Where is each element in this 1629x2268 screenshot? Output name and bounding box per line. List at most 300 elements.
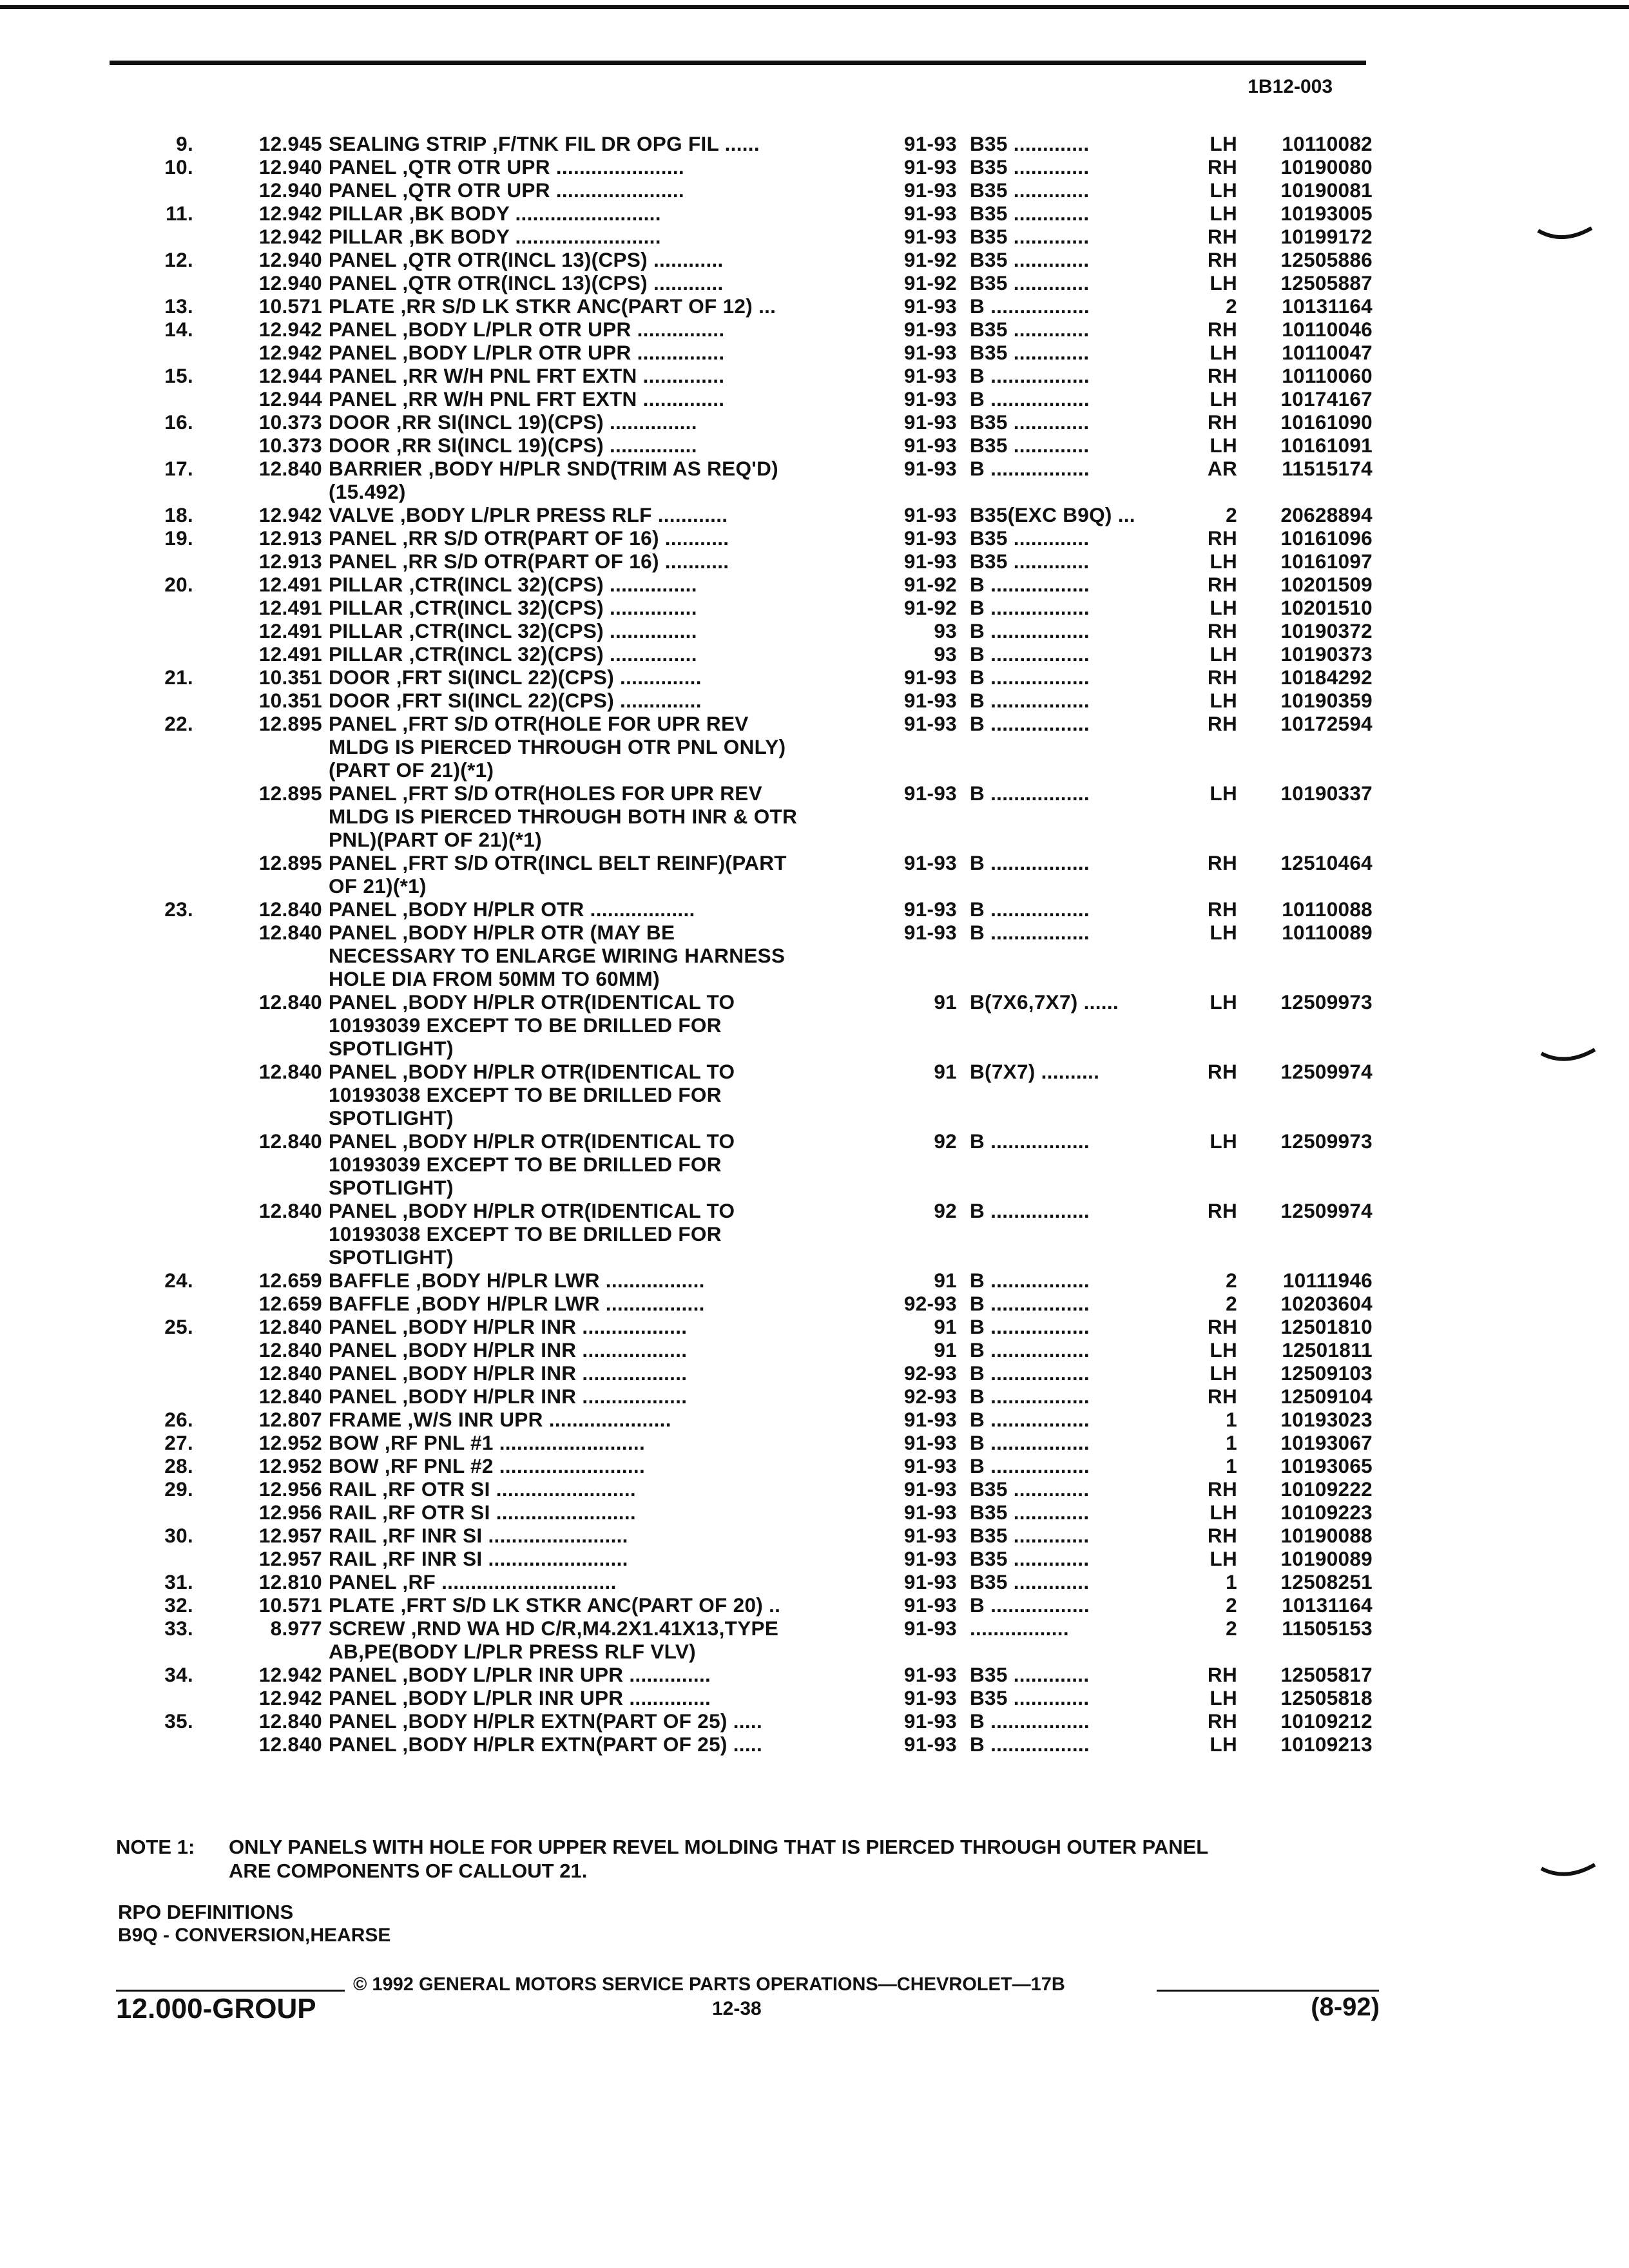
part-description: DOOR ,RR SI(INCL 19)(CPS) ...............	[329, 434, 697, 457]
quantity: LH	[1210, 387, 1237, 410]
part-description: NECESSARY TO ENLARGE WIRING HARNESS	[329, 944, 786, 967]
rpo-usage: B .................	[970, 1315, 1090, 1338]
quantity: RH	[1207, 898, 1237, 921]
note-text-line-1: ONLY PANELS WITH HOLE FOR UPPER REVEL MOLDING THAT IS PIERCED THROUGH OUTER PANEL	[229, 1836, 1209, 1858]
footer-group: 12.000-GROUP	[116, 1993, 316, 2024]
model-years: 91-93	[903, 1408, 957, 1431]
quantity: 2	[1226, 503, 1237, 526]
part-description: (PART OF 21)(*1)	[329, 758, 494, 782]
model-years: 92-93	[903, 1292, 957, 1315]
model-years: 91-93	[903, 1593, 957, 1617]
callout-number: 11.	[166, 202, 193, 225]
part-description: HOLE DIA FROM 50MM TO 60MM)	[329, 967, 660, 990]
callout-number: 33.	[164, 1617, 193, 1640]
footer-rule-right	[1157, 1990, 1379, 1992]
group-number: 12.840	[258, 898, 322, 921]
rpo-usage: B .................	[970, 1129, 1090, 1153]
table-row	[116, 1524, 1385, 1547]
part-description: RAIL ,RF INR SI ........................	[329, 1524, 628, 1547]
part-number: 20628894	[1280, 503, 1373, 526]
group-number: 12.840	[258, 990, 322, 1014]
table-row	[116, 294, 1385, 318]
callout-number: 21.	[164, 666, 193, 689]
callout-number: 14.	[164, 318, 193, 341]
model-years: 91-93	[903, 1524, 957, 1547]
part-number: 12509973	[1280, 990, 1373, 1014]
quantity: 1	[1226, 1431, 1237, 1454]
part-number: 12505817	[1280, 1663, 1373, 1686]
table-row	[116, 758, 1385, 782]
group-number: 12.957	[258, 1547, 322, 1570]
group-number: 12.840	[258, 1709, 322, 1733]
rpo-usage: B .................	[970, 666, 1090, 689]
table-row	[116, 1640, 1385, 1663]
callout-number: 19.	[164, 526, 193, 550]
part-number: 10110047	[1282, 341, 1373, 364]
quantity: LH	[1210, 1547, 1237, 1570]
model-years: 91-92	[903, 271, 957, 294]
part-description: DOOR ,FRT SI(INCL 22)(CPS) ..............	[329, 689, 702, 712]
model-years: 91-93	[903, 1733, 957, 1756]
header-rule	[110, 61, 1366, 65]
part-description: SPOTLIGHT)	[329, 1176, 454, 1199]
part-number: 10190089	[1280, 1547, 1373, 1570]
quantity: 2	[1226, 1593, 1237, 1617]
model-years: 91-93	[903, 1617, 957, 1640]
table-row	[116, 503, 1385, 526]
model-years: 91-93	[903, 550, 957, 573]
part-number: 10110060	[1282, 364, 1373, 387]
rpo-usage: B35 .............	[970, 1477, 1090, 1501]
callout-number: 25.	[164, 1315, 193, 1338]
table-row	[116, 619, 1385, 642]
group-number: 12.807	[258, 1408, 322, 1431]
callout-number: 15.	[164, 364, 193, 387]
quantity: LH	[1210, 1733, 1237, 1756]
rpo-usage: B35 .............	[970, 1501, 1090, 1524]
model-years: 91-93	[903, 318, 957, 341]
part-number: 12509974	[1280, 1199, 1373, 1222]
model-years: 91-93	[903, 503, 957, 526]
group-number: 12.895	[258, 712, 322, 735]
model-years: 91-93	[903, 155, 957, 178]
table-row	[116, 178, 1385, 202]
model-years: 91	[934, 990, 957, 1014]
quantity: RH	[1207, 1524, 1237, 1547]
part-description: PANEL ,BODY H/PLR INR ..................	[329, 1385, 688, 1408]
rpo-usage: B35 .............	[970, 1686, 1090, 1709]
rpo-usage: B .................	[970, 689, 1090, 712]
part-number: 12509973	[1280, 1129, 1373, 1153]
part-description: RAIL ,RF OTR SI ........................	[329, 1501, 636, 1524]
table-row	[116, 248, 1385, 271]
rpo-usage: B(7X7) ..........	[970, 1060, 1100, 1083]
part-number: 12508251	[1280, 1570, 1373, 1593]
table-row	[116, 805, 1385, 828]
part-description: 10193039 EXCEPT TO BE DRILLED FOR	[329, 1153, 722, 1176]
callout-number: 34.	[164, 1663, 193, 1686]
rpo-usage: B35 .............	[970, 132, 1090, 155]
part-number: 10110082	[1282, 132, 1373, 155]
group-number: 12.895	[258, 851, 322, 874]
table-row	[116, 735, 1385, 758]
model-years: 91-93	[903, 1501, 957, 1524]
quantity: 1	[1226, 1454, 1237, 1477]
rpo-usage: B35 .............	[970, 1570, 1090, 1593]
table-row	[116, 1617, 1385, 1640]
quantity: RH	[1207, 666, 1237, 689]
callout-number: 28.	[164, 1454, 193, 1477]
margin-tick-mark	[1540, 1862, 1598, 1888]
group-number: 12.840	[258, 1129, 322, 1153]
group-number: 12.913	[258, 526, 322, 550]
quantity: 2	[1226, 1617, 1237, 1640]
rpo-usage: B35 .............	[970, 1524, 1090, 1547]
part-number: 12509104	[1280, 1385, 1373, 1408]
quantity: LH	[1210, 1129, 1237, 1153]
part-description: 10193038 EXCEPT TO BE DRILLED FOR	[329, 1222, 722, 1245]
table-row	[116, 990, 1385, 1014]
callout-number: 29.	[164, 1477, 193, 1501]
part-description: PANEL ,FRT S/D OTR(INCL BELT REINF)(PART	[329, 851, 787, 874]
quantity: LH	[1210, 921, 1237, 944]
table-row	[116, 1477, 1385, 1501]
part-description: SPOTLIGHT)	[329, 1106, 454, 1129]
table-row	[116, 1709, 1385, 1733]
table-row	[116, 526, 1385, 550]
table-row	[116, 1292, 1385, 1315]
callout-number: 12.	[164, 248, 193, 271]
model-years: 92	[934, 1199, 957, 1222]
part-description: PILLAR ,CTR(INCL 32)(CPS) ...............	[329, 573, 697, 596]
part-number: 12505887	[1280, 271, 1373, 294]
table-row	[116, 410, 1385, 434]
part-description: BAFFLE ,BODY H/PLR LWR .................	[329, 1269, 705, 1292]
quantity: RH	[1207, 1709, 1237, 1733]
group-number: 10.351	[258, 666, 322, 689]
model-years: 91-93	[903, 1547, 957, 1570]
model-years: 92-93	[903, 1385, 957, 1408]
group-number: 12.956	[258, 1477, 322, 1501]
part-description: OF 21)(*1)	[329, 874, 427, 898]
part-description: PILLAR ,CTR(INCL 32)(CPS) ...............	[329, 642, 697, 666]
rpo-usage: B .................	[970, 1269, 1090, 1292]
quantity: RH	[1207, 1477, 1237, 1501]
group-number: 10.351	[258, 689, 322, 712]
part-number: 12510464	[1280, 851, 1373, 874]
table-row	[116, 666, 1385, 689]
table-row	[116, 944, 1385, 967]
part-description: AB,PE(BODY L/PLR PRESS RLF VLV)	[329, 1640, 696, 1663]
part-description: BOW ,RF PNL #2 .........................	[329, 1454, 645, 1477]
part-description: PANEL ,BODY L/PLR INR UPR ..............	[329, 1663, 711, 1686]
quantity: LH	[1210, 341, 1237, 364]
rpo-usage: B .................	[970, 851, 1090, 874]
rpo-usage: B .................	[970, 921, 1090, 944]
group-number: 12.952	[258, 1454, 322, 1477]
quantity: 1	[1226, 1570, 1237, 1593]
group-number: 12.810	[258, 1570, 322, 1593]
part-description: PANEL ,RF ..............................	[329, 1570, 617, 1593]
rpo-usage: B35 .............	[970, 434, 1090, 457]
footer-page-number: 12-38	[712, 1998, 762, 2019]
model-years: 91-92	[903, 596, 957, 619]
quantity: RH	[1207, 619, 1237, 642]
part-description: 10193039 EXCEPT TO BE DRILLED FOR	[329, 1014, 722, 1037]
part-description: (15.492)	[329, 480, 406, 503]
group-number: 10.373	[258, 410, 322, 434]
part-number: 10161090	[1280, 410, 1373, 434]
part-number: 10109222	[1280, 1477, 1373, 1501]
quantity: LH	[1210, 202, 1237, 225]
quantity: LH	[1210, 1501, 1237, 1524]
model-years: 91-93	[903, 782, 957, 805]
callout-number: 35.	[164, 1709, 193, 1733]
part-description: DOOR ,FRT SI(INCL 22)(CPS) ..............	[329, 666, 702, 689]
group-number: 8.977	[270, 1617, 322, 1640]
table-row	[116, 1547, 1385, 1570]
rpo-usage: B .................	[970, 364, 1090, 387]
table-row	[116, 155, 1385, 178]
rpo-usage: B .................	[970, 782, 1090, 805]
rpo-usage: B(7X6,7X7) ......	[970, 990, 1119, 1014]
part-number: 12505818	[1280, 1686, 1373, 1709]
part-number: 12505886	[1280, 248, 1373, 271]
rpo-usage: B35 .............	[970, 271, 1090, 294]
group-number: 12.840	[258, 1199, 322, 1222]
part-description: PANEL ,BODY H/PLR OTR(IDENTICAL TO	[329, 990, 735, 1014]
part-number: 10190337	[1280, 782, 1373, 805]
table-row	[116, 573, 1385, 596]
part-description: PANEL ,BODY H/PLR EXTN(PART OF 25) .....	[329, 1733, 762, 1756]
quantity: LH	[1210, 434, 1237, 457]
model-years: 91-93	[903, 202, 957, 225]
table-row	[116, 387, 1385, 410]
quantity: RH	[1207, 1315, 1237, 1338]
part-description: PANEL ,BODY H/PLR EXTN(PART OF 25) .....	[329, 1709, 762, 1733]
model-years: 91-93	[903, 410, 957, 434]
part-description: PANEL ,BODY H/PLR OTR(IDENTICAL TO	[329, 1199, 735, 1222]
table-row	[116, 921, 1385, 944]
quantity: 1	[1226, 1408, 1237, 1431]
model-years: 91	[934, 1060, 957, 1083]
model-years: 91-93	[903, 178, 957, 202]
quantity: AR	[1207, 457, 1237, 480]
part-number: 12501811	[1282, 1338, 1373, 1361]
group-number: 12.491	[258, 596, 322, 619]
part-number: 10201509	[1280, 573, 1373, 596]
quantity: RH	[1207, 410, 1237, 434]
part-number: 10174167	[1280, 387, 1373, 410]
part-description: PANEL ,FRT S/D OTR(HOLE FOR UPR REV	[329, 712, 749, 735]
rpo-usage: B35(EXC B9Q) ...	[970, 503, 1135, 526]
rpo-usage: B .................	[970, 642, 1090, 666]
rpo-usage: B35 .............	[970, 1663, 1090, 1686]
callout-number: 9.	[176, 132, 193, 155]
rpo-usage: B .................	[970, 1733, 1090, 1756]
rpo-usage: B35 .............	[970, 178, 1090, 202]
rpo-usage: B35 .............	[970, 248, 1090, 271]
rpo-usage: B .................	[970, 1454, 1090, 1477]
model-years: 91-93	[903, 689, 957, 712]
callout-number: 17.	[164, 457, 193, 480]
part-description: VALVE ,BODY L/PLR PRESS RLF ............	[329, 503, 728, 526]
model-years: 91-93	[903, 434, 957, 457]
part-number: 10190081	[1280, 178, 1373, 202]
part-number: 10190080	[1280, 155, 1373, 178]
model-years: 93	[934, 642, 957, 666]
callout-number: 22.	[164, 712, 193, 735]
part-description: PILLAR ,CTR(INCL 32)(CPS) ...............	[329, 596, 697, 619]
part-description: PANEL ,QTR OTR(INCL 13)(CPS) ............	[329, 271, 724, 294]
rpo-usage: B35 .............	[970, 155, 1090, 178]
table-row	[116, 596, 1385, 619]
rpo-definition: B9Q - CONVERSION,HEARSE	[118, 1925, 391, 1946]
model-years: 91	[934, 1269, 957, 1292]
table-row	[116, 1129, 1385, 1153]
part-description: PLATE ,FRT S/D LK STKR ANC(PART OF 20) ..	[329, 1593, 781, 1617]
rpo-usage: B .................	[970, 1709, 1090, 1733]
model-years: 91-93	[903, 1454, 957, 1477]
table-row	[116, 434, 1385, 457]
table-row	[116, 1153, 1385, 1176]
model-years: 91-93	[903, 1477, 957, 1501]
rpo-usage: B .................	[970, 619, 1090, 642]
rpo-usage: B .................	[970, 1292, 1090, 1315]
model-years: 93	[934, 619, 957, 642]
callout-number: 31.	[164, 1570, 193, 1593]
part-description: BARRIER ,BODY H/PLR SND(TRIM AS REQ'D)	[329, 457, 778, 480]
group-number: 12.942	[258, 318, 322, 341]
part-description: RAIL ,RF INR SI ........................	[329, 1547, 628, 1570]
part-description: PANEL ,QTR OTR(INCL 13)(CPS) ............	[329, 248, 724, 271]
model-years: 91	[934, 1338, 957, 1361]
table-row	[116, 318, 1385, 341]
part-description: PANEL ,BODY H/PLR OTR(IDENTICAL TO	[329, 1129, 735, 1153]
part-number: 12509974	[1280, 1060, 1373, 1083]
group-number: 12.942	[258, 225, 322, 248]
part-number: 12501810	[1280, 1315, 1373, 1338]
group-number: 12.840	[258, 1361, 322, 1385]
group-number: 12.944	[258, 364, 322, 387]
callout-number: 26.	[164, 1408, 193, 1431]
model-years: 91-93	[903, 851, 957, 874]
group-number: 12.491	[258, 619, 322, 642]
model-years: 92-93	[903, 1361, 957, 1385]
quantity: LH	[1210, 990, 1237, 1014]
rpo-usage: B .................	[970, 596, 1090, 619]
quantity: LH	[1210, 1361, 1237, 1385]
rpo-usage: B35 .............	[970, 1547, 1090, 1570]
table-row	[116, 457, 1385, 480]
table-row	[116, 782, 1385, 805]
part-description: PANEL ,BODY H/PLR OTR ..................	[329, 898, 695, 921]
part-number: 10172594	[1280, 712, 1373, 735]
rpo-usage: B35 .............	[970, 202, 1090, 225]
table-row	[116, 1338, 1385, 1361]
quantity: RH	[1207, 248, 1237, 271]
quantity: RH	[1207, 1060, 1237, 1083]
part-number: 10109212	[1280, 1709, 1373, 1733]
table-row	[116, 1199, 1385, 1222]
rpo-usage: B .................	[970, 294, 1090, 318]
table-row	[116, 271, 1385, 294]
model-years: 91-93	[903, 1663, 957, 1686]
rpo-usage: B .................	[970, 1361, 1090, 1385]
group-number: 12.491	[258, 573, 322, 596]
table-row	[116, 1176, 1385, 1199]
table-row	[116, 1570, 1385, 1593]
quantity: 2	[1226, 294, 1237, 318]
group-number: 12.957	[258, 1524, 322, 1547]
group-number: 12.840	[258, 1060, 322, 1083]
part-number: 10111946	[1282, 1269, 1373, 1292]
part-number: 10203604	[1280, 1292, 1373, 1315]
model-years: 91-93	[903, 1570, 957, 1593]
quantity: RH	[1207, 526, 1237, 550]
part-description: DOOR ,RR SI(INCL 19)(CPS) ...............	[329, 410, 697, 434]
footer-copyright: © 1992 GENERAL MOTORS SERVICE PARTS OPERATIONS—CHEVROLET—17B	[353, 1974, 1065, 1995]
model-years: 91-93	[903, 712, 957, 735]
table-row	[116, 828, 1385, 851]
table-row	[116, 1361, 1385, 1385]
model-years: 91-93	[903, 132, 957, 155]
quantity: 2	[1226, 1292, 1237, 1315]
model-years: 91-92	[903, 248, 957, 271]
group-number: 12.944	[258, 387, 322, 410]
group-number: 12.895	[258, 782, 322, 805]
table-row	[116, 1663, 1385, 1686]
part-number: 10109223	[1280, 1501, 1373, 1524]
part-number: 10110046	[1282, 318, 1373, 341]
group-number: 12.659	[258, 1292, 322, 1315]
part-description: PANEL ,QTR OTR UPR ......................	[329, 155, 684, 178]
table-row	[116, 1245, 1385, 1269]
part-number: 12509103	[1280, 1361, 1373, 1385]
table-row	[116, 1686, 1385, 1709]
quantity: RH	[1207, 1663, 1237, 1686]
callout-number: 32.	[164, 1593, 193, 1617]
table-row	[116, 1431, 1385, 1454]
quantity: LH	[1210, 271, 1237, 294]
group-number: 10.373	[258, 434, 322, 457]
rpo-usage: B .................	[970, 1408, 1090, 1431]
table-row	[116, 967, 1385, 990]
quantity: RH	[1207, 225, 1237, 248]
part-number: 10190373	[1280, 642, 1373, 666]
part-description: RAIL ,RF OTR SI ........................	[329, 1477, 636, 1501]
rpo-usage: B .................	[970, 1338, 1090, 1361]
quantity: LH	[1210, 1686, 1237, 1709]
part-number: 10193067	[1280, 1431, 1373, 1454]
quantity: RH	[1207, 1385, 1237, 1408]
part-number: 10190088	[1280, 1524, 1373, 1547]
quantity: LH	[1210, 1338, 1237, 1361]
part-description: PILLAR ,BK BODY .........................	[329, 225, 661, 248]
rpo-usage: .................	[970, 1617, 1069, 1640]
part-description: PILLAR ,BK BODY .........................	[329, 202, 661, 225]
model-years: 91-93	[903, 387, 957, 410]
rpo-usage: B35 .............	[970, 318, 1090, 341]
part-number: 10199172	[1280, 225, 1373, 248]
part-description: PANEL ,BODY H/PLR OTR (MAY BE	[329, 921, 675, 944]
table-row	[116, 132, 1385, 155]
callout-number: 30.	[164, 1524, 193, 1547]
model-years: 91-93	[903, 898, 957, 921]
part-description: MLDG IS PIERCED THROUGH OTR PNL ONLY)	[329, 735, 786, 758]
table-row	[116, 1014, 1385, 1037]
model-years: 91-93	[903, 364, 957, 387]
